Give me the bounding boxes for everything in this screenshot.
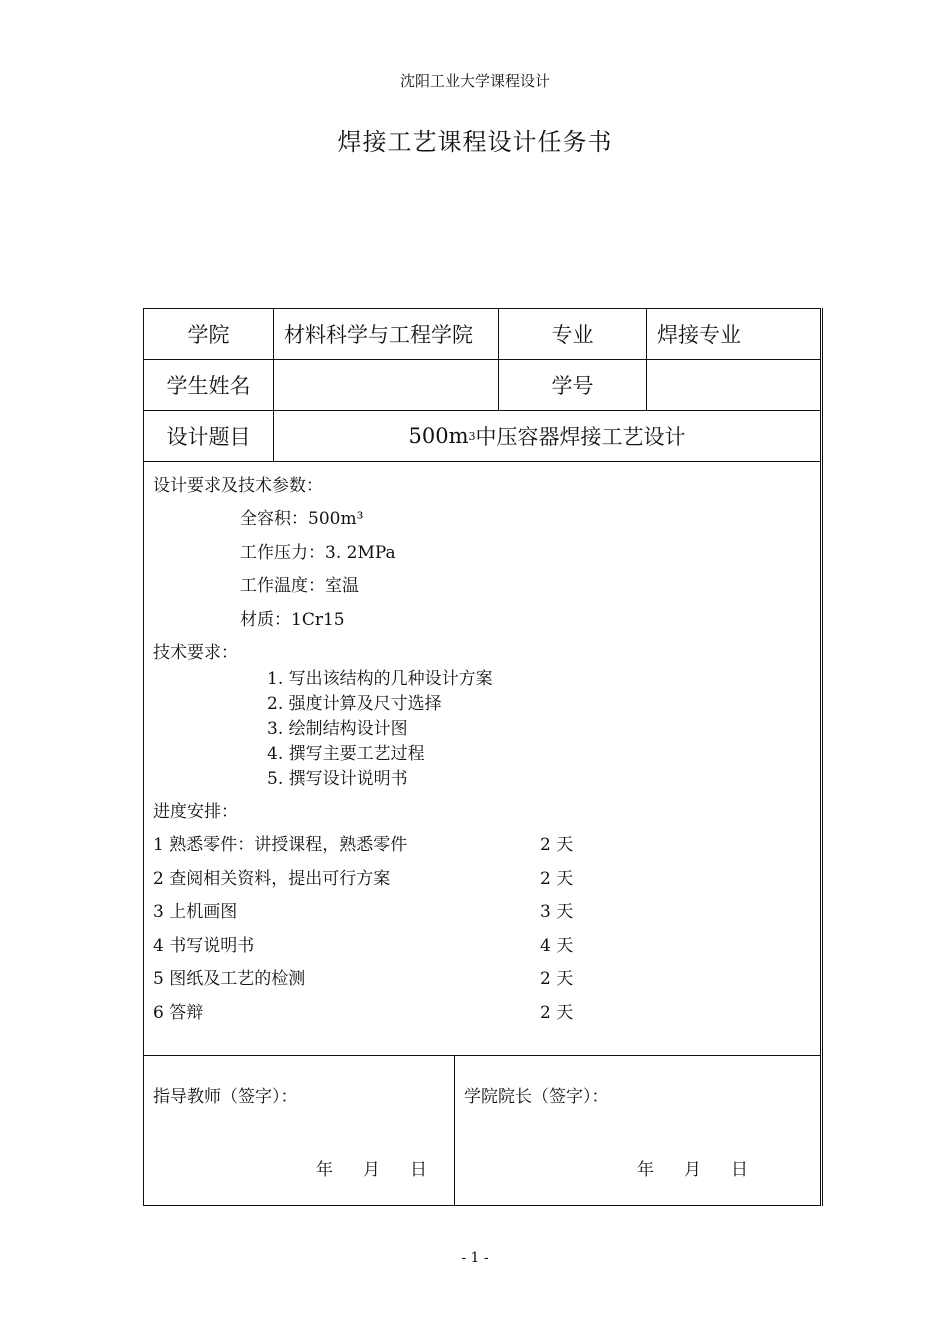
schedule-task: 2 查阅相关资料，提出可行方案: [153, 869, 391, 889]
student-id-field[interactable]: [646, 360, 820, 410]
param-pressure: 工作压力：3. 2MPa: [240, 543, 396, 563]
topic-value: [273, 411, 820, 461]
dean-date: [637, 1155, 778, 1180]
param-material: 材质：1Cr15: [240, 610, 345, 630]
schedule-heading: 进度安排：: [153, 802, 238, 822]
row-student: [144, 360, 820, 411]
topic-value-prefix: 500m: [408, 424, 469, 448]
college-value: 材料科学与工程学院: [273, 309, 498, 359]
student-name-field[interactable]: [273, 360, 498, 410]
page-header: 沈阳工业大学课程设计: [399, 72, 550, 90]
schedule-days: 2 天: [540, 869, 574, 889]
tech-item-4: 4. 撰写主要工艺过程: [267, 744, 425, 764]
schedule-task: 6 答辩: [153, 1003, 204, 1023]
requirements-section: [144, 461, 820, 1056]
schedule-days: 3 天: [540, 902, 574, 922]
schedule-task: 5 图纸及工艺的检测: [153, 969, 306, 989]
row-topic: [144, 411, 820, 462]
schedule-task: 3 上机画图: [153, 902, 238, 922]
major-label: 专业: [498, 309, 646, 359]
page-number: - 1 -: [461, 1250, 489, 1266]
month-label: 月: [363, 1160, 380, 1180]
tech-item-1: 1. 写出该结构的几种设计方案: [267, 669, 493, 689]
college-label: 学院: [187, 323, 230, 347]
day-label: 日: [731, 1160, 748, 1180]
month-label: 月: [684, 1160, 701, 1180]
topic-value-suffix: 中压容器焊接工艺设计: [475, 425, 686, 449]
teacher-signature-label: 指导教师（签字）：: [153, 1087, 298, 1107]
task-form-table: [143, 308, 821, 1206]
row-college: [144, 309, 820, 360]
year-label: 年: [637, 1160, 654, 1180]
schedule-days: 2 天: [540, 1003, 574, 1023]
topic-label: 设计题目: [166, 425, 251, 449]
requirements-heading: 设计要求及技术参数：: [153, 476, 323, 496]
schedule-days: 2 天: [540, 835, 574, 855]
tech-item-3: 3. 绘制结构设计图: [267, 719, 408, 739]
dean-signature-label: 学院院长（签字）：: [464, 1087, 609, 1107]
schedule-task: 4 书写说明书: [153, 936, 255, 956]
document-title: 焊接工艺课程设计任务书: [337, 128, 613, 156]
signature-section: [144, 1055, 820, 1205]
topic-value-sup: 3: [468, 429, 476, 443]
param-temperature: 工作温度：室温: [240, 576, 359, 596]
tech-item-2: 2. 强度计算及尺寸选择: [267, 694, 442, 714]
teacher-date: [316, 1155, 457, 1180]
major-value: 焊接专业: [646, 309, 820, 359]
student-id-label: 学号: [498, 360, 646, 410]
tech-heading: 技术要求：: [153, 643, 238, 663]
teacher-signature-cell[interactable]: [144, 1055, 455, 1205]
param-volume: 全容积：500m³: [240, 509, 364, 529]
schedule-task: 1 熟悉零件：讲授课程，熟悉零件: [153, 835, 408, 855]
dean-signature-cell[interactable]: [455, 1055, 820, 1205]
schedule-days: 4 天: [540, 936, 574, 956]
student-name-label: 学生姓名: [166, 374, 251, 398]
tech-item-5: 5. 撰写设计说明书: [267, 769, 408, 789]
day-label: 日: [410, 1160, 427, 1180]
year-label: 年: [316, 1160, 333, 1180]
schedule-days: 2 天: [540, 969, 574, 989]
